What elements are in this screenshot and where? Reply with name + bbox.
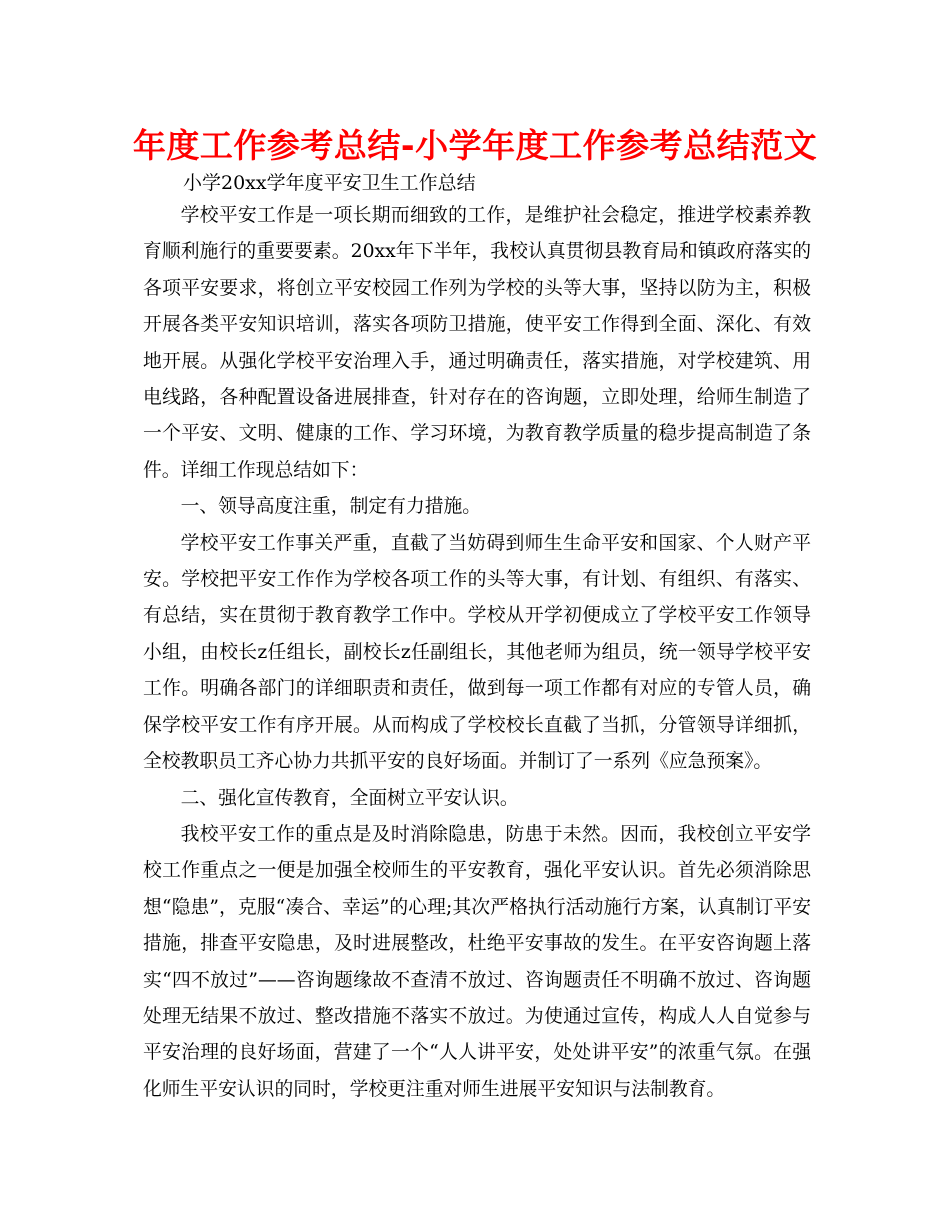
document-body	[143, 198, 811, 1108]
paragraph-section-1: 学校平安工作事关严重，直截了当妨碍到师生生命平安和国家、个人财产平安。学校把平安工作作为学校各项工作的头等大事，有计划、有组织、有落实、有总结，实在贯彻于教育教学工作中。学校从开学初便成立了学校平安工作领导小组，由校长z任组长，副校长z任副组长，其他老师为组员，统一领导学校平安工作。明确各部门的详细职责和责任，做到每一项工作都有对应的专管人员，确保学校平安工作有序开展。从而构成了学校校长直截了当抓，分管领导详细抓，全校教职员工齐心协力共抓平安的良好场面。并制订了一系列《应急预案》。	[143, 532, 811, 773]
paragraph-section-2: 我校平安工作的重点是及时消除隐患，防患于未然。因而，我校创立平安学校工作重点之一便是加强全校师生的平安教育，强化平安认识。首先必须消除思想“隐患”，克服“凑合、幸运”的心理;其次严格执行活动施行方案，认真制订平安措施，排查平安隐患，及时进展整改，杜绝平安事故的发生。在平安咨询题上落实“四不放过”——咨询题缘故不查清不放过、咨询题责任不明确不放过、咨询题处理无结果不放过、整改措施不落实不放过。为使通过宣传，构成人人自觉参与平安治理的良好场面，营建了一个“人人讲平安，处处讲平安”的浓重气氛。在强化师生平安认识的同时，学校更注重对师生进展平安知识与法制教育。	[143, 823, 811, 1100]
section-heading-2: 二、强化宣传教育，全面树立平安认识。	[180, 787, 519, 809]
document-subtitle: 小学20xx学年度平安卫生工作总结	[183, 172, 476, 194]
section-heading-1: 一、领导高度注重，制定有力措施。	[180, 496, 482, 518]
paragraph-intro: 学校平安工作是一项长期而细致的工作，是维护社会稳定，推进学校素养教育顺利施行的重要要素。20xx年下半年，我校认真贯彻县教育局和镇政府落实的各项平安要求，将创立平安校园工作列为学校的头等大事，坚持以防为主，积极开展各类平安知识培训，落实各项防卫措施，使平安工作得到全面、深化、有效地开展。从强化学校平安治理入手，通过明确责任，落实措施，对学校建筑、用电线路，各种配置设备进展排查，针对存在的咨询题，立即处理，给师生制造了一个平安、文明、健康的工作、学习环境，为教育教学质量的稳步提高制造了条件。详细工作现总结如下：	[143, 205, 811, 481]
document-title: 年度工作参考总结-小学年度工作参考总结范文	[132, 126, 818, 165]
